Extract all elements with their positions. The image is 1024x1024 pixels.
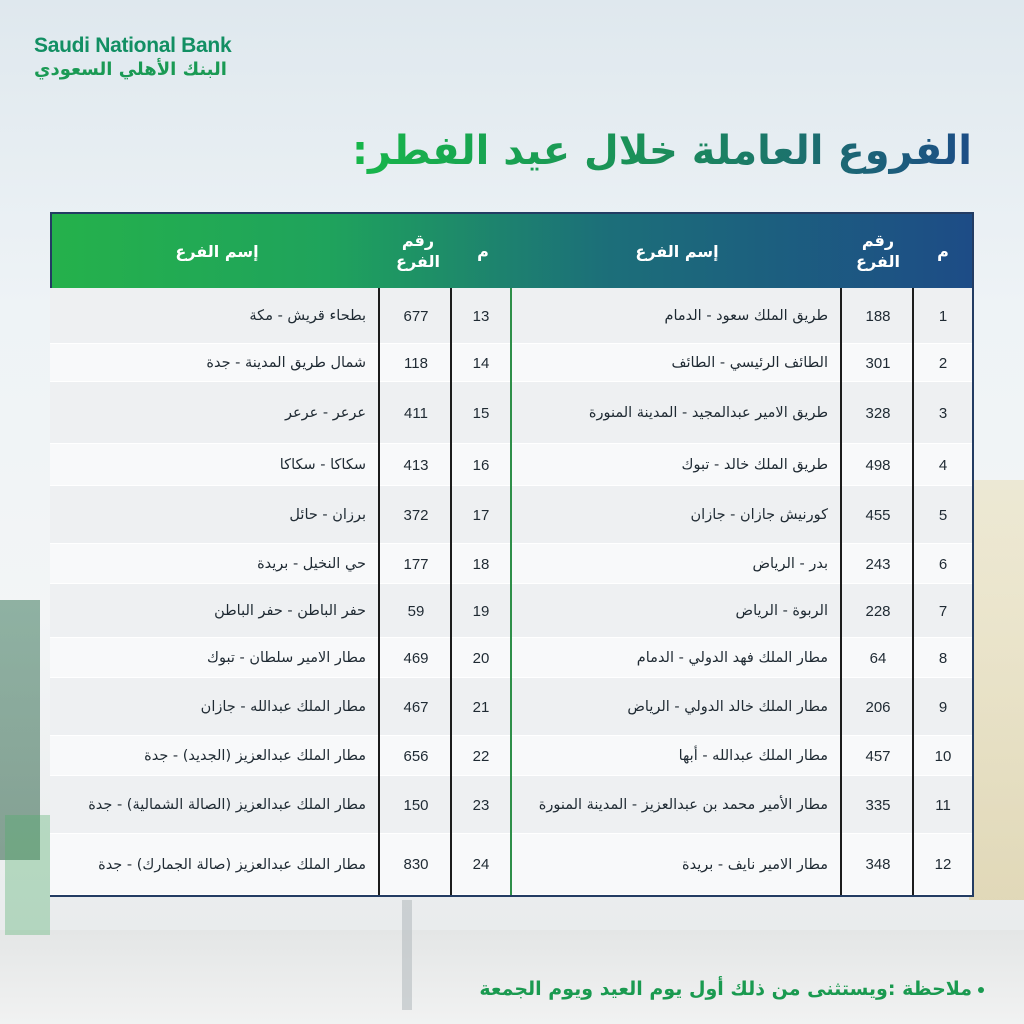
branch-name: مطار الملك عبدالعزيز (صالة الجمارك) - جدة [98,856,366,873]
bullet-icon [978,987,984,993]
branch-name: بطحاء قريش - مكة [249,308,366,324]
table-header [52,214,972,288]
header-m-left: م [477,241,489,261]
row-number: 14 [472,354,490,372]
branch-name: طريق الملك سعود - الدمام [664,308,828,324]
branch-number: 413 [403,456,429,474]
bank-name-ar: البنك الأهلي السعودي [34,59,227,80]
branch-name: مطار الملك عبدالعزيز (الصالة الشمالية) - جدة [88,797,366,813]
background-pole [402,900,412,1010]
row-number: 2 [938,354,948,372]
branch-number: 328 [865,404,891,422]
bank-logo [34,34,231,80]
row-number: 3 [938,404,948,422]
background-atm-kiosk [5,815,50,935]
branch-number: 656 [403,747,429,765]
branch-name: عرعر - عرعر [284,405,366,421]
branch-name: مطار الملك عبدالعزيز (الجديد) - جدة [144,748,366,764]
branch-name: مطار الملك عبدالله - أبها [678,748,828,764]
table-row [50,288,510,344]
branch-name: سكاكا - سكاكا [279,457,366,473]
branch-number: 467 [403,698,429,716]
branch-number: 150 [403,796,429,814]
row-number: 8 [938,649,948,667]
branch-number: 59 [407,602,425,620]
header-branch-number-left [382,214,454,288]
branch-name: طريق الامير عبدالمجيد - المدينة المنورة [588,405,828,421]
branch-name: طريق الملك خالد - تبوك [681,457,828,473]
table-row [512,736,972,776]
branch-number: 177 [403,555,429,573]
branch-name: حفر الباطن - حفر الباطن [214,603,366,619]
branch-number: 469 [403,649,429,667]
table-row [512,382,972,444]
row-number: 15 [472,404,490,422]
branch-number: 335 [865,796,891,814]
row-number: 23 [472,796,490,814]
row-number: 22 [472,747,490,765]
table-row [50,382,510,444]
footnote-text: ملاحظة :ويستثنى من ذلك أول يوم العيد ويوم الجمعة [479,978,972,1000]
row-number: 17 [472,506,490,524]
header-branch-name-right: إسم الفرع [635,241,719,261]
table-row [512,288,972,344]
table-row [50,544,510,584]
header-m-right: م [937,241,949,261]
row-number: 5 [938,506,948,524]
header-branch-number-text: رقم الفرع [856,231,900,271]
branch-name: كورنيش جازان - جازان [690,507,828,523]
branch-number: 301 [865,354,891,372]
table-half-left [50,288,510,895]
row-number: 4 [938,456,948,474]
table-row [50,834,510,895]
branch-name: بدر - الرياض [752,556,828,572]
column-divider [378,288,380,895]
row-number: 11 [935,796,951,814]
page-title: الفروع العاملة خلال عيد الفطر: [352,128,972,174]
row-number: 9 [938,698,948,716]
table-row [50,444,510,486]
column-divider [450,288,452,895]
branch-name: الربوة - الرياض [735,603,828,619]
table-row [50,486,510,544]
table-row [50,344,510,382]
branch-name: شمال طريق المدينة - جدة [206,355,366,371]
row-number: 24 [472,856,490,873]
bank-name-en: Saudi National Bank [34,34,232,57]
branch-name: حي النخيل - بريدة [257,556,366,572]
footnote [479,978,984,1000]
background-rock [969,480,1024,900]
branch-number: 455 [865,506,891,524]
column-divider [912,288,914,895]
branch-number: 411 [404,404,428,422]
row-number: 13 [472,307,490,325]
branch-name: مطار الامير سلطان - تبوك [207,650,366,666]
table-row [50,776,510,834]
row-number: 1 [938,307,948,325]
branch-number: 830 [403,856,429,873]
column-divider [840,288,842,895]
table-row [512,678,972,736]
table-row [50,678,510,736]
table-row [50,584,510,638]
table-row [50,736,510,776]
table-row [50,638,510,678]
row-number: 7 [938,602,948,620]
branch-number: 348 [865,856,891,873]
branch-number: 498 [865,456,891,474]
row-number: 21 [472,698,490,716]
header-branch-name-left: إسم الفرع [175,241,259,261]
branch-name: الطائف الرئيسي - الطائف [671,355,828,371]
table-row [512,544,972,584]
branch-number: 118 [404,354,428,372]
row-number: 12 [934,856,952,873]
branch-number: 243 [865,555,891,573]
branch-number: 228 [865,602,891,620]
row-number: 20 [472,649,490,667]
table-row [512,638,972,678]
branch-number: 677 [403,307,429,325]
row-number: 10 [934,747,952,765]
branch-name: برزان - حائل [289,507,366,523]
table-body [52,288,972,895]
branch-number: 206 [865,698,891,716]
branch-number: 457 [865,747,891,765]
table-half-right [510,288,972,895]
table-row [512,776,972,834]
branch-number: 188 [865,307,891,325]
branches-table [50,212,974,897]
row-number: 19 [472,602,490,620]
row-number: 6 [938,555,948,573]
header-branch-number-right [842,214,914,288]
row-number: 18 [472,555,490,573]
branch-name: مطار الملك عبدالله - جازان [200,699,366,715]
table-row [512,486,972,544]
table-row [512,834,972,895]
branch-number: 64 [869,649,887,667]
branch-name: مطار الملك خالد الدولي - الرياض [627,699,828,715]
branch-number: 372 [403,506,429,524]
table-row [512,584,972,638]
table-row [512,444,972,486]
branch-name: مطار الملك فهد الدولي - الدمام [636,650,828,666]
background-ground [0,930,1024,1024]
branch-name: مطار الأمير محمد بن عبدالعزيز - المدينة المنورة [538,797,828,813]
branch-name: مطار الامير نايف - بريدة [682,856,828,873]
table-row [512,344,972,382]
row-number: 16 [472,456,490,474]
header-branch-number-text: رقم الفرع [396,231,440,271]
